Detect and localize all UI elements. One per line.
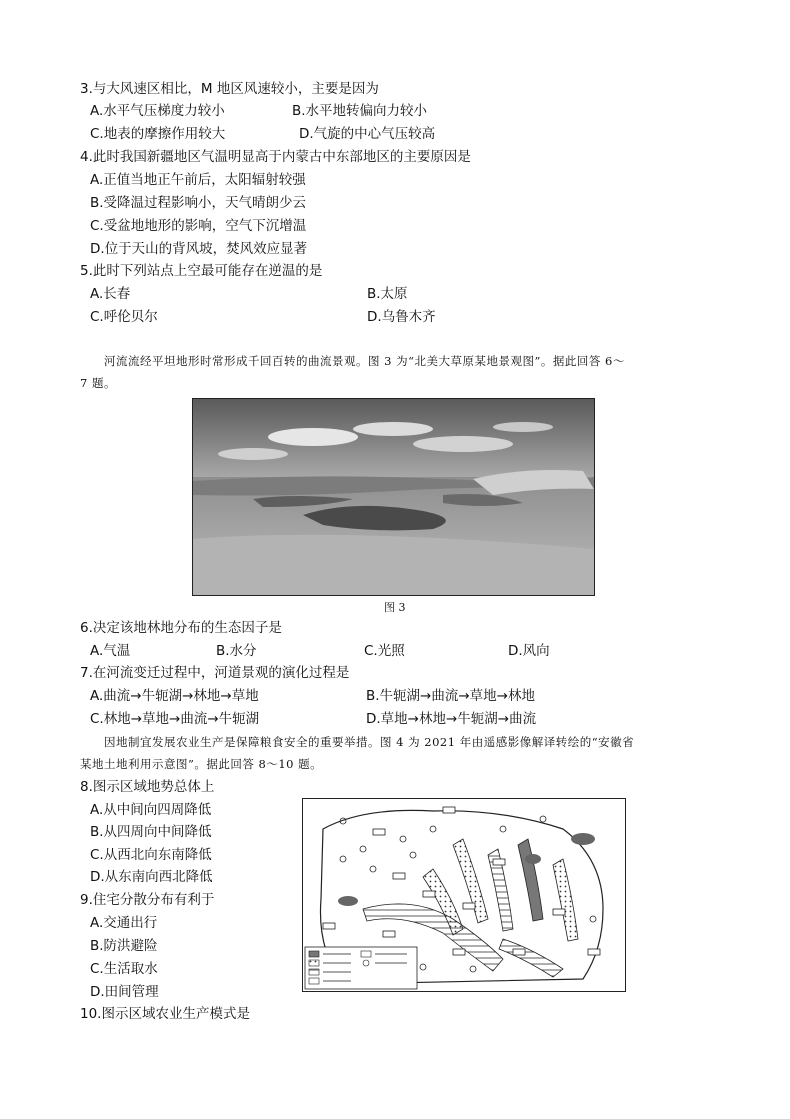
q4-option-c: C.受盆地地形的影响，空气下沉增温: [90, 218, 307, 234]
intro-8-10-line1: 因地制宜发展农业生产是保障粮食安全的重要举措。图 4 为 2021 年由遥感影像解译转绘的“安徽省: [104, 735, 635, 749]
q4-stem: 4.此时我国新疆地区气温明显高于内蒙古中东部地区的主要原因是: [80, 149, 471, 165]
q8-stem: 8.图示区域地势总体上: [80, 779, 215, 795]
land-use-map-illustration: [303, 799, 625, 991]
q6-option-d: D.风向: [508, 643, 550, 659]
intro-6-7-line1: 河流流经平坦地形时常形成千回百转的曲流景观。图 3 为“北美大草原某地景观图”。据此回答 6～: [104, 354, 625, 368]
q7-option-a: A.曲流→牛轭湖→林地→草地: [90, 688, 259, 704]
prairie-photo-illustration: [193, 399, 594, 595]
q6-option-a: A.气温: [90, 643, 131, 659]
q9-option-a: A.交通出行: [90, 915, 158, 931]
q4-option-d: D.位于天山的背风坡，焚风效应显著: [90, 241, 308, 257]
q7-option-c: C.林地→草地→曲流→牛轭湖: [90, 711, 260, 727]
q3-option-a: A.水平气压梯度力较小: [90, 103, 225, 119]
q9-option-c: C.生活取水: [90, 961, 158, 977]
q8-option-d: D.从东南向西北降低: [90, 869, 213, 885]
q7-stem: 7.在河流变迁过程中，河道景观的演化过程是: [80, 665, 350, 681]
q3-option-d: D.气旋的中心气压较高: [299, 126, 436, 142]
q6-option-b: B.水分: [216, 643, 257, 659]
figure-4-land-use-map: [302, 798, 626, 992]
q8-option-c: C.从西北向东南降低: [90, 847, 212, 863]
q5-option-c: C.呼伦贝尔: [90, 309, 158, 325]
q7-option-b: B.牛轭湖→曲流→草地→林地: [366, 688, 535, 704]
q9-option-d: D.田间管理: [90, 984, 159, 1000]
q9-stem: 9.住宅分散分布有利于: [80, 892, 215, 908]
q7-option-d: D.草地→林地→牛轭湖→曲流: [366, 711, 537, 727]
q5-option-b: B.太原: [367, 286, 408, 302]
figure-3-caption: 图 3: [384, 601, 406, 614]
q4-option-a: A.正值当地正午前后，太阳辐射较强: [90, 172, 306, 188]
q6-stem: 6.决定该地林地分布的生态因子是: [80, 620, 282, 636]
q3-option-c: C.地表的摩擦作用较大: [90, 126, 226, 142]
q6-option-c: C.光照: [364, 643, 405, 659]
intro-6-7-line2: 7 题。: [80, 376, 116, 390]
q5-option-a: A.长春: [90, 286, 131, 302]
figure-3-landscape-photo: [192, 398, 595, 596]
q5-option-d: D.乌鲁木齐: [367, 309, 436, 325]
q10-stem: 10.图示区域农业生产模式是: [80, 1006, 250, 1022]
q9-option-b: B.防洪避险: [90, 938, 158, 954]
intro-8-10-line2: 某地土地利用示意图”。据此回答 8～10 题。: [80, 757, 323, 771]
q3-stem: 3.与大风速区相比，M 地区风速较小，主要是因为: [80, 81, 379, 97]
q3-option-b: B.水平地转偏向力较小: [292, 103, 428, 119]
q8-option-b: B.从四周向中间降低: [90, 824, 212, 840]
q4-option-b: B.受降温过程影响小，天气晴朗少云: [90, 195, 307, 211]
q8-option-a: A.从中间向四周降低: [90, 802, 212, 818]
q5-stem: 5.此时下列站点上空最可能存在逆温的是: [80, 263, 323, 279]
